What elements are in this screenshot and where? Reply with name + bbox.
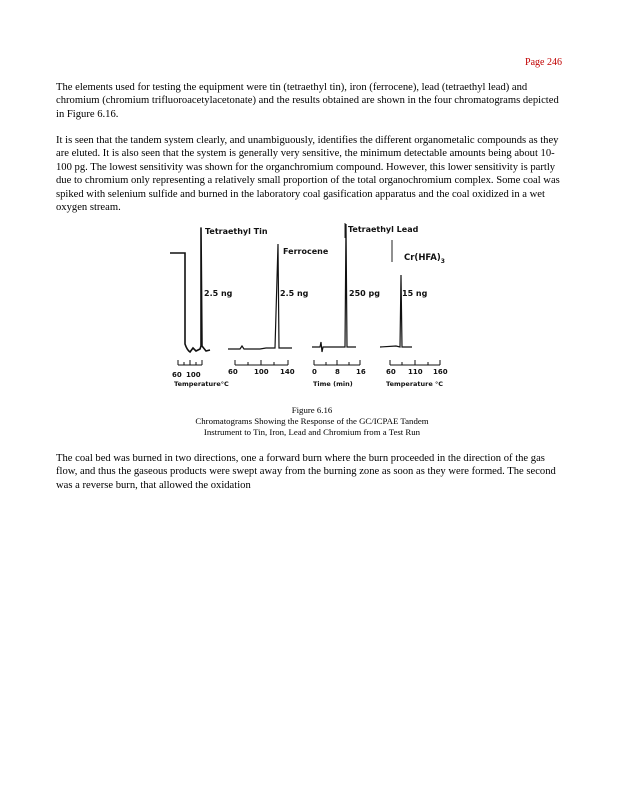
tick-label: 110 xyxy=(408,368,423,376)
tick-label: 60 xyxy=(386,368,396,376)
tick-label: 16 xyxy=(356,368,366,376)
tick-label: 60 xyxy=(228,368,238,376)
figure-caption-line2: Instrument to Tin, Iron, Lead and Chromium from a Test Run xyxy=(203,427,421,437)
figure-caption-line1: Chromatograms Showing the Response of the GC/ICPAE Tandem xyxy=(195,416,429,426)
amount-label-lead: 250 pg xyxy=(349,289,380,298)
tick-label: 160 xyxy=(433,368,448,376)
compound-label-tin: Tetraethyl Tin xyxy=(205,227,268,236)
axis-title-tin: Temperature°C xyxy=(174,380,229,388)
amount-label-tin: 2.5 ng xyxy=(204,289,233,298)
compound-label-ferrocene: Ferrocene xyxy=(283,247,329,256)
tick-label: 8 xyxy=(335,368,340,376)
tick-label: 100 xyxy=(254,368,269,376)
amount-label-ferrocene: 2.5 ng xyxy=(280,289,309,298)
tick-label: 60 xyxy=(172,371,182,379)
chromatogram-figure xyxy=(160,220,460,405)
axis-title-chromium: Temperature °C xyxy=(386,380,444,388)
paragraph-tandem-system: It is seen that the tandem system clearly, and unambiguously, identifies the different organometalic compounds as they are eluted. It is also seen that the system is generally very sensitive, the minimum detectable amounts being about 10-100 pg. The lowest sensitivity was shown for the organchromium compound. However, this lower sensitivity is partly due to chromium only representing a relatively small proportion of the total organochromium complex. Some coal was spiked with selenium sulfide and burned in the laboratory coal gasification apparatus and the coal oxidized in a wet oxygen stream. xyxy=(56,135,560,214)
compound-label-lead: Tetraethyl Lead xyxy=(348,225,419,234)
axis-title-lead: Time (min) xyxy=(313,380,353,388)
tick-label: 0 xyxy=(312,368,317,376)
compound-label-chromium: $Cr(HFA)_3$ xyxy=(404,253,445,265)
amount-label-chromium: 15 ng xyxy=(402,289,428,298)
page-number: Page 246 xyxy=(525,57,562,68)
trace-chromium xyxy=(380,275,412,347)
tick-label: 100 xyxy=(186,371,201,379)
figure-number: Figure 6.16 xyxy=(291,405,333,415)
axis-ticks xyxy=(178,360,440,365)
trace-lead xyxy=(312,224,356,352)
tick-label: 140 xyxy=(280,368,295,376)
paragraph-coal-bed: The coal bed was burned in two directions, one a forward burn where the burn proceeded in the direction of the gas flow, and thus the gaseous products were swept away from the burning zone as soon as they were formed. The second was a reverse burn, that allowed the oxidation xyxy=(56,453,556,491)
paragraph-elements-tested: The elements used for testing the equipment were tin (tetraethyl tin), iron (ferrocene), lead (tetraethyl lead) and chromium (chromium trifluoroacetylacetonate) and the results obtained are shown in the four chromatograms depicted in Figure 6.16. xyxy=(56,82,559,120)
